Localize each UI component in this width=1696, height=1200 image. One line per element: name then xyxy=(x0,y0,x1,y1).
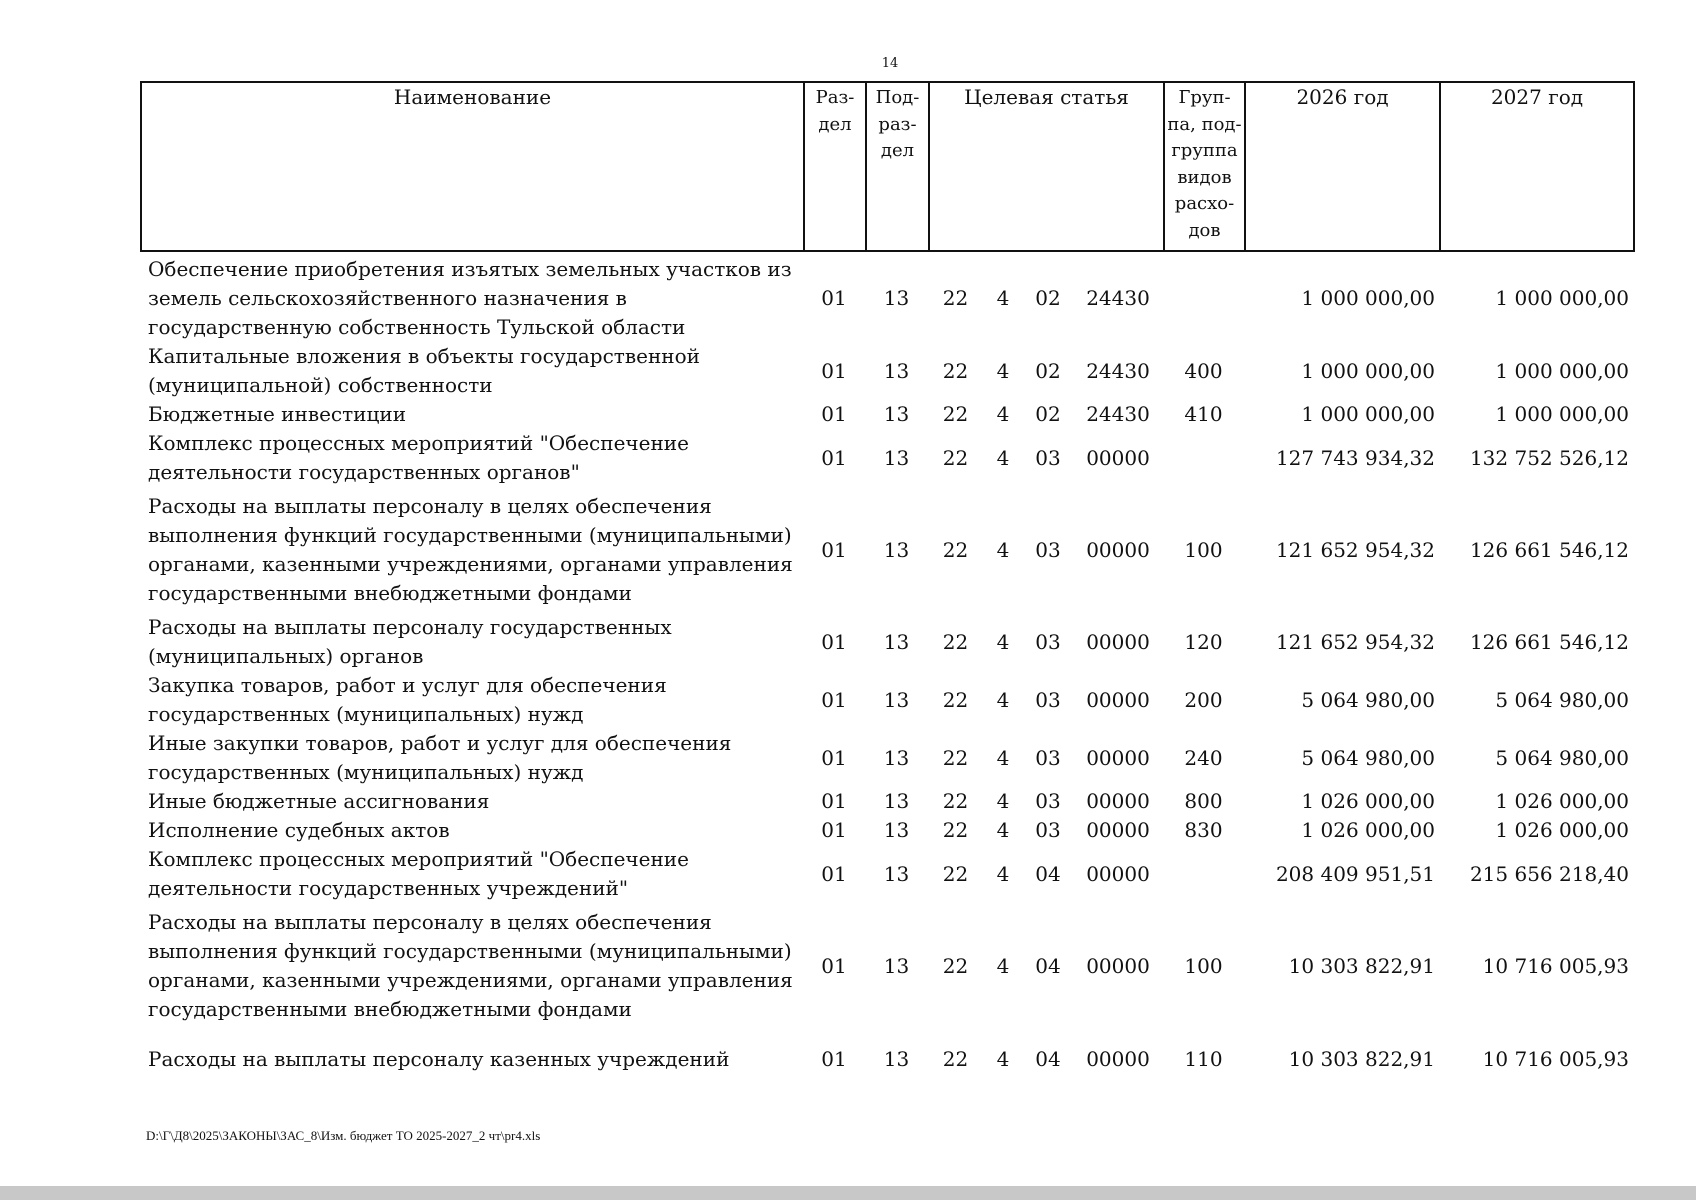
cell-y2027: 5 064 980,00 xyxy=(1495,687,1629,712)
cell-y2027: 5 064 980,00 xyxy=(1495,745,1629,770)
file-path: D:\Г\Д8\2025\ЗАКОНЫ\ЗАС_8\Изм. бюджет ТО 2025-2027_2 чт\pr4.xls xyxy=(146,1128,541,1143)
cell-name: Комплекс процессных мероприятий "Обеспечение деятельности государственных органов" xyxy=(148,431,689,484)
table-header xyxy=(140,81,1635,252)
cell-t3: 02 xyxy=(1035,402,1061,426)
cell-t2: 4 xyxy=(996,358,1010,383)
cell-razdel: 01 xyxy=(821,745,847,770)
cell-group: 400 xyxy=(1184,358,1223,383)
cell-t2: 4 xyxy=(996,789,1010,813)
cell-y2027: 10 716 005,93 xyxy=(1482,1046,1629,1071)
cell-group xyxy=(1163,429,1244,487)
cell-t1: 22 xyxy=(942,629,969,654)
cell-y2026: 5 064 980,00 xyxy=(1301,687,1435,712)
cell-podrazdel: 13 xyxy=(883,745,910,770)
cell-y2026: 1 026 000,00 xyxy=(1301,818,1435,842)
table-row xyxy=(140,787,1633,816)
cell-name: Расходы на выплаты персоналу казенных учреждений xyxy=(148,1046,730,1071)
cell-group: 120 xyxy=(1184,629,1223,654)
cell-name: Капитальные вложения в объекты государственной (муниципальной) собственности xyxy=(148,344,700,397)
table-row xyxy=(140,845,1633,903)
table-row xyxy=(140,342,1633,400)
cell-y2027: 1 000 000,00 xyxy=(1495,402,1629,426)
cell-razdel: 01 xyxy=(821,818,847,842)
cell-t4: 00000 xyxy=(1086,687,1150,712)
cell-y2026: 121 652 954,32 xyxy=(1275,537,1435,562)
cell-podrazdel: 13 xyxy=(883,402,910,426)
cell-group: 410 xyxy=(1184,402,1223,426)
cell-group: 110 xyxy=(1184,1046,1223,1071)
cell-t4: 00000 xyxy=(1086,629,1150,654)
cell-podrazdel: 13 xyxy=(883,537,910,562)
cell-name: Расходы на выплаты персоналу в целях обеспечения выполнения функций государственными (муниципальными) органами, казенными учреждениями, органами управления государственными внебюджетными фондами xyxy=(148,910,793,1021)
cell-t2: 4 xyxy=(996,285,1010,310)
cell-t3: 03 xyxy=(1035,745,1061,770)
cell-name: Иные закупки товаров, работ и услуг для обеспечения государственных (муниципальных) нужд xyxy=(148,731,732,784)
cell-y2027: 132 752 526,12 xyxy=(1469,445,1629,470)
table-row xyxy=(140,816,1633,845)
cell-podrazdel: 13 xyxy=(883,285,910,310)
cell-razdel: 01 xyxy=(821,861,847,886)
cell-y2027: 1 000 000,00 xyxy=(1495,358,1629,383)
header-target: Целевая статья xyxy=(929,82,1164,251)
cell-t1: 22 xyxy=(942,861,969,886)
cell-t3: 02 xyxy=(1035,358,1061,383)
cell-t4: 00000 xyxy=(1086,953,1150,978)
cell-podrazdel: 13 xyxy=(883,789,910,813)
cell-y2027: 1 026 000,00 xyxy=(1495,789,1629,813)
cell-name: Бюджетные инвестиции xyxy=(148,402,407,426)
cell-group: 200 xyxy=(1184,687,1223,712)
table-row xyxy=(140,429,1633,487)
cell-y2026: 10 303 822,91 xyxy=(1288,953,1435,978)
cell-t3: 03 xyxy=(1035,537,1061,562)
cell-y2026: 10 303 822,91 xyxy=(1288,1046,1435,1071)
cell-y2026: 5 064 980,00 xyxy=(1301,745,1435,770)
cell-t1: 22 xyxy=(942,789,969,813)
cell-group: 100 xyxy=(1184,537,1223,562)
cell-t2: 4 xyxy=(996,537,1010,562)
cell-podrazdel: 13 xyxy=(883,953,910,978)
cell-razdel: 01 xyxy=(821,1046,847,1071)
cell-t2: 4 xyxy=(996,629,1010,654)
cell-t4: 00000 xyxy=(1086,445,1150,470)
header-razdel: Раз- дел xyxy=(804,82,866,251)
header-group: Груп- па, под- группа видов расхо- дов xyxy=(1164,82,1245,251)
cell-razdel: 01 xyxy=(821,445,847,470)
cell-t4: 24430 xyxy=(1086,358,1150,383)
cell-t4: 00000 xyxy=(1086,818,1150,842)
cell-y2026: 208 409 951,51 xyxy=(1275,861,1435,886)
cell-name: Расходы на выплаты персоналу в целях обеспечения выполнения функций государственными (муниципальными) органами, казенными учреждениями, органами управления государственными внебюджетными фондами xyxy=(148,494,793,605)
cell-name: Закупка товаров, работ и услуг для обеспечения государственных (муниципальных) нужд xyxy=(148,673,667,726)
cell-t3: 04 xyxy=(1035,953,1061,978)
cell-t3: 03 xyxy=(1035,687,1061,712)
cell-name: Иные бюджетные ассигнования xyxy=(148,789,490,813)
cell-t1: 22 xyxy=(942,687,969,712)
table-row xyxy=(140,487,1633,613)
cell-name: Обеспечение приобретения изъятых земельных участков из земель сельскохозяйственного назначения в государственную собственность Тульской области xyxy=(148,256,792,339)
cell-podrazdel: 13 xyxy=(883,445,910,470)
cell-t1: 22 xyxy=(942,445,969,470)
cell-y2026: 1 000 000,00 xyxy=(1301,402,1435,426)
cell-t2: 4 xyxy=(996,953,1010,978)
cell-t3: 03 xyxy=(1035,789,1061,813)
cell-y2026: 121 652 954,32 xyxy=(1275,629,1435,654)
cell-name: Исполнение судебных актов xyxy=(148,818,450,842)
cell-t2: 4 xyxy=(996,687,1010,712)
cell-razdel: 01 xyxy=(821,629,847,654)
header-2027: 2027 год xyxy=(1440,82,1634,251)
cell-t4: 00000 xyxy=(1086,745,1150,770)
cell-y2027: 126 661 546,12 xyxy=(1469,629,1629,654)
cell-t3: 03 xyxy=(1035,818,1061,842)
cell-group: 830 xyxy=(1184,818,1223,842)
cell-t2: 4 xyxy=(996,818,1010,842)
cell-podrazdel: 13 xyxy=(883,629,910,654)
scan-edge xyxy=(0,1186,1696,1200)
table-row xyxy=(140,613,1633,671)
cell-t3: 04 xyxy=(1035,1046,1061,1071)
cell-t4: 00000 xyxy=(1086,861,1150,886)
cell-t4: 00000 xyxy=(1086,789,1150,813)
cell-t1: 22 xyxy=(942,537,969,562)
cell-group: 800 xyxy=(1184,789,1223,813)
cell-t1: 22 xyxy=(942,358,969,383)
cell-y2027: 1 026 000,00 xyxy=(1495,818,1629,842)
table-row xyxy=(140,729,1633,787)
table-row xyxy=(140,1029,1633,1089)
cell-podrazdel: 13 xyxy=(883,687,910,712)
cell-y2027: 215 656 218,40 xyxy=(1469,861,1629,886)
cell-name: Расходы на выплаты персоналу государственных (муниципальных) органов xyxy=(148,615,672,668)
cell-t1: 22 xyxy=(942,1046,969,1071)
cell-t2: 4 xyxy=(996,745,1010,770)
table-row xyxy=(140,400,1633,429)
cell-y2027: 1 000 000,00 xyxy=(1495,285,1629,310)
cell-t3: 03 xyxy=(1035,445,1061,470)
cell-name: Комплекс процессных мероприятий "Обеспечение деятельности государственных учреждений" xyxy=(148,847,689,900)
cell-razdel: 01 xyxy=(821,285,847,310)
table-row xyxy=(140,254,1633,342)
cell-t1: 22 xyxy=(942,953,969,978)
cell-y2027: 10 716 005,93 xyxy=(1482,953,1629,978)
cell-razdel: 01 xyxy=(821,953,847,978)
cell-y2026: 1 000 000,00 xyxy=(1301,358,1435,383)
cell-group: 100 xyxy=(1184,953,1223,978)
cell-group xyxy=(1163,254,1244,342)
cell-podrazdel: 13 xyxy=(883,818,910,842)
cell-t4: 00000 xyxy=(1086,1046,1150,1071)
cell-t4: 24430 xyxy=(1086,402,1150,426)
cell-t2: 4 xyxy=(996,1046,1010,1071)
cell-podrazdel: 13 xyxy=(883,861,910,886)
cell-podrazdel: 13 xyxy=(883,358,910,383)
cell-razdel: 01 xyxy=(821,358,847,383)
cell-t2: 4 xyxy=(996,861,1010,886)
cell-y2026: 127 743 934,32 xyxy=(1275,445,1435,470)
header-name: Наименование xyxy=(141,82,804,251)
cell-razdel: 01 xyxy=(821,402,847,426)
cell-t3: 02 xyxy=(1035,285,1061,310)
cell-y2026: 1 026 000,00 xyxy=(1301,789,1435,813)
cell-group xyxy=(1163,845,1244,903)
header-podrazdel: Под- раз- дел xyxy=(866,82,929,251)
page-number: 14 xyxy=(881,56,899,71)
cell-razdel: 01 xyxy=(821,537,847,562)
cell-group: 240 xyxy=(1184,745,1223,770)
cell-y2027: 126 661 546,12 xyxy=(1469,537,1629,562)
cell-podrazdel: 13 xyxy=(883,1046,910,1071)
cell-t1: 22 xyxy=(942,402,969,426)
cell-t4: 00000 xyxy=(1086,537,1150,562)
cell-t4: 24430 xyxy=(1086,285,1150,310)
table-row xyxy=(140,671,1633,729)
cell-t3: 04 xyxy=(1035,861,1061,886)
cell-t1: 22 xyxy=(942,745,969,770)
cell-y2026: 1 000 000,00 xyxy=(1301,285,1435,310)
cell-t2: 4 xyxy=(996,445,1010,470)
cell-t1: 22 xyxy=(942,818,969,842)
cell-razdel: 01 xyxy=(821,687,847,712)
table-row xyxy=(140,903,1633,1029)
cell-t1: 22 xyxy=(942,285,969,310)
cell-t2: 4 xyxy=(996,402,1010,426)
header-2026: 2026 год xyxy=(1245,82,1440,251)
budget-table xyxy=(140,254,1633,1089)
cell-razdel: 01 xyxy=(821,789,847,813)
cell-t3: 03 xyxy=(1035,629,1061,654)
